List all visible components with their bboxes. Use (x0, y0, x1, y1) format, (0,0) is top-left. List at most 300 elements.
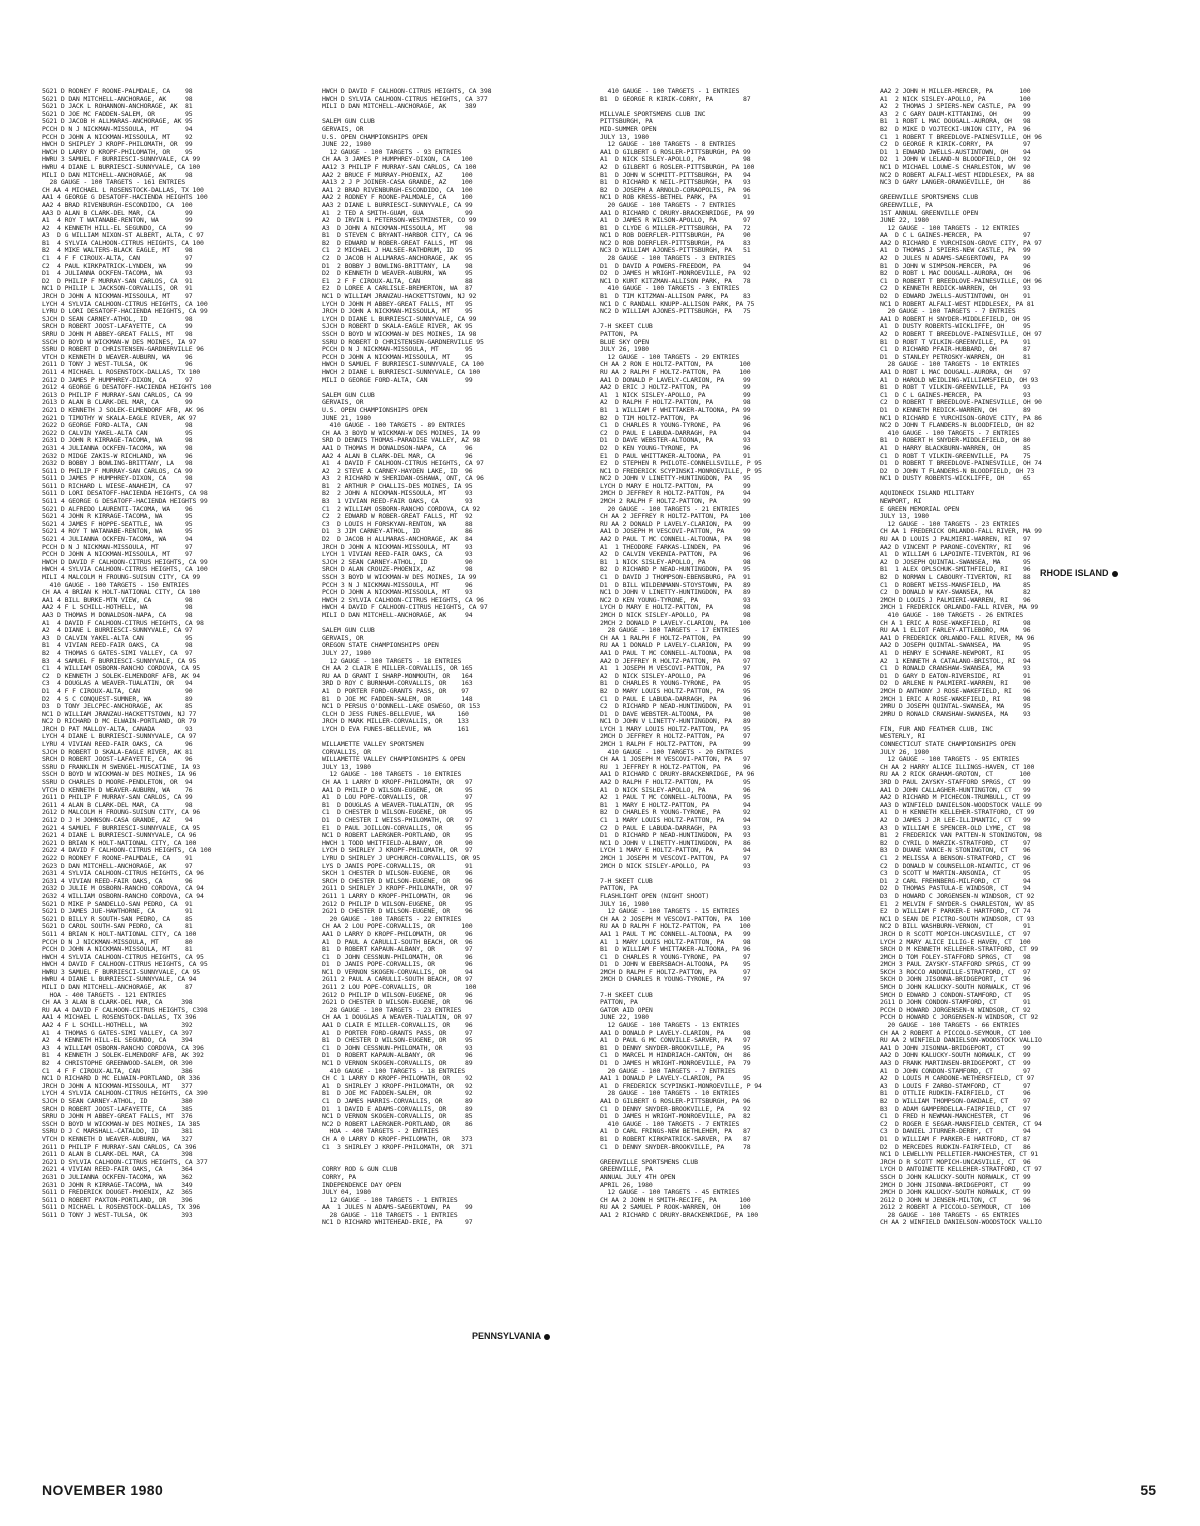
result-line: 2MCH D TOM FOLEY-STAFFORD SPRGS, CT 98 (880, 952, 1031, 961)
result-line: NC1 D JOHN V LINETTY-HUNTINGDON, PA 86 (600, 838, 751, 847)
result-line: 2MCH D JEFFREY R HOLTZ-PATTON, PA 97 (600, 732, 751, 741)
result-line: 2G11 2 PAUL A CARULLI-SOUTH BEACH, OR 97 (322, 975, 473, 984)
result-line: A3 D G WILLIAM NIXON-ST ALBERT, ALTA, C 97 (42, 231, 204, 240)
result-line: B1 D ROBERT KIRKPATRICK-SARVER, PA 87 (600, 1134, 751, 1143)
result-line: C1 D JAMES HARRIS-CORVALLIS, OR 89 (322, 1096, 473, 1105)
result-line: B1 D ROBERT KAPAUN-ALBANY, OR 97 (322, 945, 473, 954)
result-line: B1 4 KENNETH J SOLEK-ELMENDORF AFB, AK 392 (42, 1051, 204, 1060)
result-line: C3 D DANIEL JTURNER-DERBY, CT 94 (880, 1127, 1031, 1136)
result-line: B3 1 VIVIAN REED-FAIR OAKS, CA 93 (322, 497, 473, 506)
result-line: HWRU 3 SAMUEL F BURRIESCI-SUNNYVALE, CA 95 (42, 967, 201, 976)
result-line: B1 D DENNY SNYDER-BROOKVILLE, PA 95 (600, 1043, 751, 1052)
result-line: PCCH D N J NICKMAN-MISSOULA, MT 97 (42, 542, 193, 551)
result-line: D3 D HOWARD C JORGENSEN-N WINDSOR, CT 92 (880, 891, 1035, 900)
result-line: 12 GAUGE - 100 TARGETS - 15 ENTRIES (600, 907, 740, 916)
result-line: SRRU D JOHN M ABBEY-GREAT FALLS, MT 98 (42, 330, 193, 338)
result-line: C1 D CHARLES R YOUNG-TYRONE, PA 97 (600, 952, 751, 961)
result-line: B2 4 THOMAS G GATES-SIMI VALLEY, CA 97 (42, 648, 193, 657)
result-line: 2MCH D RALPH F HOLTZ-PATTON, PA 97 (600, 967, 751, 976)
result-line: B2 D ROBT L MAC DOUGALL-AURORA, OH 96 (880, 269, 1031, 278)
result-line: A2 D LOUIS M CARDONE-WETHERSFIELD, CT 97 (880, 1074, 1035, 1083)
result-line: 2MCH 1 ERIC A ROSE-WAKEFIELD, RI 98 (880, 694, 1031, 703)
result-line: 2G22 4 DAVID F CALHOON-CITRUS HEIGHTS, CA 100 (42, 846, 212, 855)
result-line: B1 D DOUGLAS A WEAVER-TUALATIN, OR 95 (322, 800, 473, 809)
result-line: CH A 0 LARRY D KROPF-PHILOMATH, OR 373 (322, 1134, 473, 1143)
result-line: HWCH 2 SYLVIA CALHOON-CITRUS HEIGHTS, CA 96 (322, 595, 484, 604)
result-line: LYCH D SHIRLEY J KROPF-PHILOMATH, OR 97 (322, 846, 473, 855)
result-line: HWCH 2 DIANE L BURRIESCI-SUNNYVALE, CA 100 (322, 367, 481, 376)
result-line: AA3 2 DIANE L BURRIESCI-SUNNYVALE, CA 99 (322, 200, 473, 209)
result-line: GREENVILLE, PA (880, 200, 933, 209)
result-line: AA1 D FREDERICK ORLANDO-FALL RIVER, MA 96 (880, 633, 1035, 642)
result-line: 2G23 D DAN MITCHELL-ANCHORAGE, AK 97 (42, 861, 193, 870)
result-line: A2 D JAMES J JR LEE-ILLIMANTIC, CT 99 (880, 816, 1031, 824)
result-line: A1 D LOU POPE-CORVALLIS, OR 97 (322, 793, 473, 802)
result-line: B1 4 VIVIAN REED-FAIR OAKS, CA 98 (42, 641, 193, 650)
result-line: D2 D ARLENE N PALMIERI-WARREN, RI 90 (880, 679, 1031, 688)
result-line: B3 4 SAMUEL F BURRIESCI-SUNNYVALE, CA 95 (42, 656, 197, 665)
result-line: SALEM GUN CLUB (322, 390, 375, 399)
result-line: RU 1 JEFFREY R HOLTZ-PATTON, PA 96 (600, 762, 751, 771)
result-line: AA2 D RICHARD E YURCHISON-GROVE CITY, PA 97 (880, 238, 1042, 247)
result-line: 410 GAUGE - 100 TARGETS - 26 ENTRIES (880, 610, 1024, 619)
result-line: PCCH D JOHN A NICKMAN-MISSOULA, MT 81 (42, 945, 193, 954)
result-line: NC2 D JOHN V LINETTY-HUNTINGDON, PA 95 (600, 474, 751, 483)
result-line: RU AA 2 WINFIELD DANIELSON-WOODSTOCK VALLIO (880, 1036, 1042, 1045)
result-line: AA1 D GILBERT G ROSLER-PITTSBURGH, PA 96 (600, 1096, 751, 1105)
result-line: A1 1 MARY LOUIS HOLTZ-PATTON, PA 98 (600, 937, 751, 946)
result-line: D1 4 F F CIROUX-ALTA, CAN 90 (42, 686, 193, 695)
result-line: AA1 D RICHARD C DRURY-BRACKENRIDGE, PA 96 (600, 770, 755, 779)
result-line: LYCH D JOHN M ABBEY-GREAT FALLS, MT 95 (322, 299, 473, 308)
result-line: MILI D DAN MITCHELL-ANCHORAGE, AK 94 (322, 610, 473, 619)
result-line: AA2 4 F L SCHILL-HOTHELL, WA 98 (42, 603, 193, 612)
result-line: 12 GAUGE - 100 TARGETS - 29 ENTRIES (600, 352, 740, 361)
result-line: JRCH D JOHN A NICKMAN-MISSOULA, MT 93 (322, 542, 473, 551)
result-line: 5G21 4 JAMES F HOPPE-SEATTLE, WA 95 (42, 519, 193, 528)
result-line: JULY 27, 1980 (322, 648, 371, 657)
result-line: SKCH 1 CHESTER D WILSON-EUGENE, OR 96 (322, 869, 473, 878)
result-line: U.S. OPEN CHAMPIONSHIPS OPEN (322, 132, 428, 141)
result-line: GERVAIS, OR (322, 398, 364, 407)
result-line: D1 1 DAVID E ADAMS-CORVALLIS, OR 89 (322, 1104, 473, 1113)
results-column-1 (42, 88, 298, 1219)
result-line: AA1 D PAUL T MC CONNELL-ALTOONA, PA 98 (600, 648, 751, 657)
result-line: 1ST ANNUAL GREENVILLE OPEN (880, 208, 978, 217)
result-line: B1 D ROBT T VILKIN-GREENVILLE, PA 93 (880, 383, 1031, 392)
result-line: 5G11 D JAMES P HUMPHREY-DIXON, CA 98 (42, 474, 193, 483)
result-line: 2MRU D RONALD CRANSHAW-SWANSEA, MA 93 (880, 709, 1031, 718)
result-line: AA3 D THOMAS M DONALDSON-NAPA, CA 98 (42, 610, 193, 619)
result-line: CH AA 1 RALPH F HOLTZ-PATTON, PA 99 (600, 633, 751, 642)
result-line: 5G11 D RICHARD L WIESE-ANAHEIM, CA 97 (42, 481, 193, 490)
result-line: B1 D JOE MC FADDEN-SALEM, OR 148 (322, 694, 473, 703)
result-line: 2G13 D PHILIP F MURRAY-SAN CARLOS, CA 99 (42, 390, 193, 399)
result-line: A2 D IRVIN L PETERSON-WESTMINSTER, CO 99 (322, 216, 477, 225)
result-line: AA1 1 DONALD P LAVELY-CLARION, PA 95 (600, 1074, 751, 1083)
result-line: A1 2 NICK SISLEY-APOLLO, PA 100 (880, 94, 1031, 103)
state-header-rhode-island: RHODE ISLAND (1040, 568, 1118, 578)
result-line: CH C 1 LARRY D KROPF-PHILOMATH, OR 92 (322, 1074, 473, 1083)
result-line: 2G13 D ALAN B CLARK-DEL MAR, CA 99 (42, 398, 193, 407)
result-line: NC1 D RICHARD WHITEHEAD-ERIE, PA 97 (322, 1218, 473, 1227)
result-line: CH AA 2 LOU POPE-CORVALLIS, OR 100 (322, 922, 473, 931)
result-line: C3 D SCOTT W MARTIN-ANSONIA, CT 95 (880, 869, 1031, 878)
results-column-4 (880, 88, 1142, 1227)
result-line: AA1 D ROBT L MAC DOUGALL-AURORA, OH 97 (880, 367, 1031, 376)
result-line: C1 2 WILLIAM OSBORN-RANCHO CORDOVA, CA 92 (322, 504, 481, 513)
result-line: 28 GAUGE - 100 TARGETS - 10 ENTRIES (600, 1089, 740, 1098)
result-line: D2 D MERCEDES RUDKIN-FAIRFIELD, CT 86 (880, 1142, 1031, 1151)
result-line: D2 1 JOHN W LELAND-N BLOODFIELD, OH 92 (880, 155, 1031, 164)
result-line: LYRU D SHIRLEY J UPCHURCH-CORVALLIS, OR 95 (322, 853, 481, 862)
result-line: 5G11 D PHILIP F MURRAY-SAN CARLOS, CA 99 (42, 466, 193, 475)
result-line: APRIL 26, 1980 (600, 1180, 653, 1189)
result-line: LYCH D MARY E HOLTZ-PATTON, PA 99 (600, 481, 751, 490)
result-line: SSRU D ROBERT D CHRISTENSEN-GARDNERVILLE 95 (322, 337, 484, 346)
result-line: B1 D CHESTER D WILSON-EUGENE, OR 95 (322, 1036, 473, 1045)
result-line: 5G11 4 GEORGE G DESATOFF-HACIENDA HEIGHTS 99 (42, 497, 208, 506)
result-line: 12 GAUGE - 100 TARGETS - 45 ENTRIES (600, 1188, 740, 1197)
result-line: JULY 26, 1980 (600, 345, 649, 354)
result-line: B3 D ADAM GAMPERDELLA-FAIRFIELD, CT 97 (880, 1104, 1031, 1113)
result-line: A2 4 KENNETH HILL-EL SEGUNDO, CA 394 (42, 1036, 193, 1045)
result-line: D2 D JAMES H WRIGHT-MONROEVILLE, PA 92 (600, 269, 751, 278)
result-line: SSRU D CHARLES D MOORE-PENDLETON, OR 94 (42, 778, 193, 787)
result-line: 2G12 D MALCOLM H FROUNG-SUISUN CITY, CA 96 (42, 808, 201, 817)
result-line: JUNE 22, 1980 (880, 216, 929, 225)
result-line: 5G11 4 BRIAN K HOLT-NATIONAL CITY, CA 100 (42, 929, 197, 938)
result-line: SJCH D SEAN CARNEY-ATHOL, ID 380 (42, 1096, 193, 1105)
result-line: INDEPENDENCE DAY OPEN (322, 1180, 402, 1189)
result-line: A2 4 DIANE L BURRIESCI-SUNNYVALE, CA 97 (42, 626, 193, 635)
result-line: 5G21 D JACOB H ALLMARAS-ANCHORAGE, AK 95 (42, 117, 193, 126)
result-line: B1 1 MARY E HOLTZ-PATTON, PA 94 (600, 800, 751, 809)
result-line: BLUE SKY OPEN (600, 337, 649, 346)
result-line: WILLAMETTE VALLEY SPORTSMEN (322, 740, 424, 749)
result-line: D1 D CHESTER I WEISS-PHILOMATH, OR 97 (322, 816, 473, 824)
result-line: C2 D ROGER E SEGAR-MANSFIELD CENTER, CT 94 (880, 1119, 1042, 1128)
result-line: GREENVILLE SPORTSMENS CLUB (880, 193, 978, 202)
result-line: 2G11 D TONY J WEST-TULSA, OK 96 (42, 360, 193, 369)
result-line: B1 4 SYLVIA CALHOON-CITRUS HEIGHTS, CA 100 (42, 238, 204, 247)
result-line: 2MCH D JOHN JISONNA-BRIDGEPORT, CT 99 (880, 1180, 1031, 1189)
result-line: 3RD D ROY C BURNHAM-CORVALLIS, OR 163 (322, 679, 473, 688)
result-line: E1 D PAUL JOILLON-CORVALLIS, OR 95 (322, 823, 473, 832)
result-line: 20 GAUGE - 100 TARGETS - 7 ENTRIES (600, 200, 736, 209)
result-line: B1 D CLYDE G MILLER-PITTSBURGH, PA 72 (600, 223, 751, 232)
result-line: AA1 D JOHN CALLAGHER-HUNTINGTON, CT 99 (880, 785, 1031, 794)
result-line: 2G31 D JOHN R KIRRAGE-TACOMA, WA 98 (42, 436, 193, 445)
result-line: NC2 D ROB DOERFLER-PITTSBURGH, PA 83 (600, 238, 751, 247)
result-line: LYCH D MARY E HOLTZ-PATTON, PA 98 (600, 603, 751, 612)
result-line: 5G21 D DAN MITCHELL-ANCHORAGE, AK 98 (42, 94, 193, 103)
result-line: C1 2 MICHAEL J HALSEE-RATHDRUM, ID 95 (322, 246, 473, 255)
result-line: C2 D ROBERT T BREEDLOVE-PAINESVILLE, OH 90 (880, 398, 1042, 407)
result-line: 2G32 D MIDGE ZAKIS-W RICHLAND, WA 96 (42, 451, 193, 460)
result-line: SSCH D JOHN KALUCKY-SOUTH NORWALK, CT 99 (880, 1172, 1031, 1181)
result-line: B1 D OTTLIE RUDKIN-FAIRFIELD, CT 96 (880, 1089, 1031, 1098)
result-line: NC2 D KEN YOUNG-TYRONE, PA 93 (600, 595, 751, 604)
result-line: B2 D NORMAN L CABOURY-TIVERTON, RI 88 (880, 573, 1031, 581)
result-line: CH AA 3 JAMES P HUMPHREY-DIXON, CA 100 (322, 155, 473, 164)
result-line: A1 4 THOMAS G GATES-SIMI VALLEY, CA 397 (42, 1028, 193, 1037)
result-line: 2G11 D ALAN B CLARK-DEL MAR, CA 398 (42, 1150, 193, 1159)
result-line: B1 D RICHARD K NEIL-PITTSBURGH, PA 93 (600, 178, 751, 187)
result-line: PCCH D HOWARD C JORGENSEN-N WINDSOR, CT 92 (880, 1013, 1039, 1022)
result-line: NC1 D FREDERICK SCYPINSKI-MONROEVILLE, P 95 (600, 466, 762, 475)
result-line: D2 D KENNETH D WEAVER-AUBURN, WA 95 (322, 269, 473, 278)
result-line: E2 D WILLIAM F PARKER-E HARTFORD, CT 74 (880, 907, 1031, 916)
result-line: RU AA 2 DONALD P LAVELY-CLARION, PA 99 (600, 519, 751, 528)
result-line: LYCH 4 SYLVIA CALHOON-CITRUS HEIGHTS, CA 100 (42, 299, 208, 308)
result-line: CH AA 2 ROBERT A PICCOLO-SEYMOUR, CT 100 (880, 1028, 1031, 1037)
bullet-icon (544, 1334, 550, 1340)
result-line: HOA - 400 TARGETS - 2 ENTRIES (322, 1127, 439, 1136)
result-line: 12 GAUGE - 100 TARGETS - 93 ENTRIES (322, 147, 462, 156)
result-line: SRRU D JOHN M ABBEY-GREAT FALLS, MT 376 (42, 1112, 193, 1121)
footer-page-number: 55 (1140, 1482, 1156, 1498)
result-line: AA1 4 GEORGE G DESATOFF-HACIENDA HEIGHTS 100 (42, 193, 208, 202)
result-line: AA1 D DONALD P LAVELY-CLARION, PA 99 (600, 375, 751, 384)
result-line: JUNE 22, 1980 (600, 1013, 649, 1022)
result-line: A1 D PAUL G MC CONVILLE-SARVER, PA 97 (600, 1036, 751, 1045)
result-line: MILI D GEORGE FORD-ALTA, CAN 99 (322, 375, 473, 384)
result-line: 410 GAUGE - 100 TARGETS - 7 ENTRIES (880, 428, 1020, 437)
result-line: JRCH D JOHN A NICKMAN-MISSOULA, MT 95 (322, 307, 473, 316)
result-line: RU AA D LOUIS J PALMIERI-WARREN, RI 97 (880, 535, 1031, 544)
result-line: B2 D WILLIAM THOMPSON-OAKDALE, CT 97 (880, 1096, 1031, 1105)
result-line: C1 4 F F CIROUX-ALTA, CAN 97 (42, 254, 193, 263)
result-line: B2 D CYRIL D MARZIK-STRATFORD, CT 97 (880, 838, 1031, 847)
result-line: ANNUAL JULY 4TH OPEN (600, 1172, 676, 1181)
result-line: AA2 D PAUL T MC CONNELL-ALTOONA, PA 98 (600, 535, 751, 544)
result-line: D1 3 JIM CARNEY-ATHOL, ID 86 (322, 527, 473, 536)
result-line: CH AA 3 BOYD W WICKMAN-W DES MOINES, IA 99 (322, 428, 481, 437)
result-line: A1 D CARL FRINGS-NEW BETHLEHEM, PA 87 (600, 1127, 751, 1136)
result-line: PCCH D N J NICKMAN-MISSOULA, MT 95 (322, 345, 473, 354)
result-line: NC1 D VERNON SKOGEN-CORVALLIS, OR 94 (322, 967, 473, 976)
result-line: JRCH D MARK MILLER-CORVALLIS, OR 133 (322, 717, 469, 726)
result-line: AA2 4 F L SCHILL-HOTHELL, WA 392 (42, 1021, 193, 1030)
result-line: CORRY, PA (322, 1172, 356, 1181)
result-line: SSCH 3 BOYD W WICKMAN-W DES MOINES, IA 99 (322, 573, 477, 581)
result-line: MID-SUMMER OPEN (600, 124, 657, 133)
result-line: A1 D HAROLD WEIDLING-WILLIAMSFIELD, OH 93 (880, 375, 1039, 384)
result-line: A1 D JAMES R WILSON-APOLLO, PA 97 (600, 216, 751, 225)
result-line: HWCH D SAMUEL F BURRIESCI-SUNNYVALE, CA 100 (322, 360, 484, 369)
result-line: HWCH D SHIPLEY J KROPF-PHILOMATH, OR 99 (42, 140, 193, 149)
result-line: HWCH D DAVID F CALHOON-CITRUS HEIGHTS, CA 99 (42, 557, 208, 566)
result-line: SSRU D FRANKLIN M SWENGEL-MUSCATINE, IA 93 (42, 762, 201, 771)
result-line: D1 D DAVE WEBSTER-ALTOONA, PA 90 (600, 709, 751, 718)
result-line: B2 D TIM HOLTZ-PATTON, PA 96 (600, 413, 751, 422)
result-line: NC2 D RICHARD D MC ELWAIN-PORTLAND, OR 79 (42, 717, 197, 726)
result-line: AA1 D LARRY D KROPF-PHILOMATH, OR 96 (322, 929, 473, 938)
result-line: 20 GAUGE - 100 TARGETS - 7 ENTRIES (880, 307, 1016, 316)
result-line: HWCH D SYLVIA CALHOON-CITRUS HEIGHTS, CA 377 (322, 94, 488, 103)
result-line: CH AA 2 RON E HOLTZ-PATTON, PA 100 (600, 360, 751, 369)
result-line: CH AA 2 JOSEPH M VESCOVI-PATTON, PA 100 (600, 914, 751, 923)
result-line: 2G21 4 VIVIAN REED-FAIR OAKS, CA 364 (42, 1165, 193, 1174)
result-line: 5G21 4 JULIANNA OCKFEN-TACOMA, WA 94 (42, 535, 193, 544)
result-line: MILLVALE SPORTSMENS CLUB INC (600, 109, 706, 118)
result-line: 2G12 D JOHN W JENSEN-MILTON, CT 96 (880, 1195, 1031, 1204)
result-line: NC1 D JOHN V LINETTY-HUNTINGDON, PA 89 (600, 588, 751, 597)
result-line: B1 D JOHN W SIMPSON-MERCER, PA 96 (880, 261, 1031, 270)
result-line: LYCH D ANTOINETTE KELLEHER-STRATFORD, CT 97 (880, 1165, 1042, 1174)
result-line: 2MCH D JOHN KALUCKY-SOUTH NORWALK, CT 99 (880, 1188, 1031, 1197)
result-line: 2G12 D J H JOHNSON-CASA GRANDE, AZ 94 (42, 816, 193, 824)
result-line: SJCH D ROBERT D SKALA-EAGLE RIVER, AK 95 (322, 322, 473, 331)
bullet-icon (1112, 571, 1118, 577)
result-line: U.S. OPEN CHAMPIONSHIPS OPEN (322, 405, 428, 414)
result-line: RU AA 2 SAMUEL P ROOK-WARREN, OH 100 (600, 1203, 751, 1212)
result-line: 12 GAUGE - 100 TARGETS - 13 ENTRIES (600, 1021, 740, 1030)
result-line: C2 D DONALD W KAY-SWANSEA, MA 82 (880, 588, 1031, 597)
result-line: AA1 D PHILIP D WILSON-EUGENE, OR 95 (322, 785, 473, 794)
result-line: RU AA 4 DAVID F CALHOON-CITRUS HEIGHTS, C398 (42, 1005, 208, 1014)
result-line: JULY 13, 1980 (880, 512, 929, 521)
result-line: D1 D WILLIAM F PARKER-E HARTFORD, CT 87 (880, 1134, 1031, 1143)
result-line: 2G31 4 JULIANNA OCKFEN-TACOMA, WA 98 (42, 443, 193, 452)
result-line: SRCH D M KENNETH KELLEHER-STRATFORD, CT 99 (880, 945, 1039, 954)
result-line: 2G22 D RODNEY F ROONE-PALMDALE, CA 91 (42, 853, 193, 862)
result-line: JRCH D JOHN A NICKMAN-MISSOULA, MT 97 (42, 292, 193, 301)
result-line: 12 GAUGE - 100 TARGETS - 12 ENTRIES (880, 223, 1020, 232)
result-line: NC1 D ROBERT LAERGNER-PORTLAND, OR 95 (322, 831, 473, 840)
result-line: NC1 D PHILIP L JACKSON-CORVALLIS, OR 91 (42, 284, 193, 293)
result-line: A3 D LOUIS F ZARBO-STAMFORD, CT 97 (880, 1081, 1031, 1090)
result-line: CH AA 2 JOHN H SMITH-RECIFE, PA 100 (600, 1195, 751, 1204)
result-line: D1 2 CARL FREHNBERG-MILFORD, CT 94 (880, 876, 1031, 885)
result-line: A1 D H KENNETH KELLEHER-STRATFORD, CT 99 (880, 808, 1035, 817)
result-line: 2G11 4 MICHAEL L ROSENSTOCK-DALLAS, TX 100 (42, 367, 201, 376)
result-line: D1 2 BOBBY J BOWLING-BRITTANY, LA 98 (322, 261, 473, 270)
result-line: A3 2 C GARY DAUM-KITTANING, OH 99 (880, 109, 1031, 118)
result-line: C3 4 DOUGLAS A WEAVER-TUALATIN, OR 94 (42, 679, 193, 688)
result-line: SRCH D CHESTER D WILSON-EUGENE, OR 96 (322, 876, 473, 885)
result-line: A1 1 THEODORE FARKAS-LINDEN, PA 96 (600, 542, 751, 551)
result-line: AQUIDNECK ISLAND MILITARY (880, 489, 975, 498)
result-line: 5G21 4 JOHN R KIRRAGE-TACOMA, WA 95 (42, 512, 193, 521)
result-line: JULY 26, 1980 (880, 747, 929, 756)
result-line: C2 D PAUL E LABUDA-DARRAGH, PA 93 (600, 823, 751, 832)
result-line: 2G12 D PHILIP D WILSON-EUGENE, OR 95 (322, 899, 473, 908)
result-line: MILI 4 MALCOLM H FROUNG-SUISUN CITY, CA 99 (42, 573, 201, 581)
result-line: AA1 1 PAUL T MC CONNELL-ALTOONA, PA 99 (600, 929, 751, 938)
result-line: RU AA 2 RALPH F HOLTZ-PATTON, PA 100 (600, 367, 751, 376)
result-line: 5G11 D MICHAEL L ROSENSTOCK-DALLAS, TX 396 (42, 1203, 201, 1212)
result-line: B1 D STEVEN C BRYANT-HARBOR CITY, CA 96 (322, 231, 473, 240)
result-line: PCCH D HOWARD JORGENSEN-N WINDSOR, CT 92 (880, 1005, 1031, 1014)
result-line: A1 D PORTER FORD-GRANTS PASS, OR 97 (322, 686, 469, 695)
result-line: 2G31 4 SYLVIA CALHOON-CITRUS HEIGHTS, CA 96 (42, 869, 204, 878)
result-line: SRCH D ROBERT JOOST-LAFAYETTE, CA 385 (42, 1104, 193, 1113)
result-line: D1 D JAMES H WRIGHT-MONROEVILLE, PA 79 (600, 1059, 751, 1067)
result-line: C1 D DENNY SNYDER-BROOKVILLE, PA 78 (600, 1142, 751, 1151)
result-line: 2MCH 2 DONALD P LAVELY-CLARION, PA 100 (600, 618, 751, 627)
result-line: 2G11 D PHILIP F MURRAY-SAN CARLOS, CA 396 (42, 1142, 197, 1151)
result-line: NC1 D WILLIAM JRANZAU-HACKETTSTOWN, NJ 77 (42, 709, 197, 718)
result-line: C1 D CHESTER D WILSON-EUGENE, OR 95 (322, 808, 473, 817)
result-line: 5G21 D MIKE P SANDELLO-SAN PEDRO, CA 91 (42, 899, 193, 908)
result-line: A2 4 KENNETH HILL-EL SEGUNDO, CA 99 (42, 223, 193, 232)
result-line: 2G11 4 ALAN B CLARK-DEL MAR, CA 98 (42, 800, 193, 809)
result-line: C1 D CHARLES R YOUNG-TYRONE, PA 96 (600, 421, 751, 430)
result-line: 12 GAUGE - 100 TARGETS - 10 ENTRIES (322, 770, 462, 779)
result-line: 5G11 D LORI DESATOFF-HACIENDA HEIGHTS, CA 98 (42, 489, 208, 498)
result-line: HWRU 4 DIANE L BURRIESCI-SUNNYVALE, CA 94 (42, 975, 197, 984)
result-line: C1 D FRED H NEWMAN-MANCHESTER, CT 96 (880, 1112, 1031, 1121)
result-line: C2 D KENNETH REDICK-WARREN, OH 93 (880, 284, 1031, 293)
result-line: 5G21 D JOE MC FADDEN-SALEM, OR 95 (42, 109, 193, 118)
result-line: CONNECTICUT STATE CHAMPIONSHIPS OPEN (880, 740, 1016, 749)
result-line: A2 D JOSEPH QUINTAL-SWANSEA, MA 95 (880, 557, 1031, 566)
result-line: 2MCH 1 RALPH F HOLTZ-PATTON, PA 99 (600, 740, 751, 749)
result-line: 2G11 2 LOU POPE-CORVALLIS, OR 100 (322, 983, 477, 992)
result-line: A1 D THOMAS J SPIERS-NEW CASTLE, PA 99 (880, 246, 1031, 255)
result-line: AA3 D WINFIELD DANIELSON-WOODSTOCK VALLE 99 (880, 800, 1042, 809)
result-line: D2 D THOMAS PASTULA-E WINDSOR, CT 94 (880, 884, 1031, 893)
results-column-2 (322, 88, 582, 1227)
result-line: C1 4 WILLIAM OSBORN-RANCHO CORDOVA, CA 95 (42, 664, 201, 673)
result-line: AA2 D RICHARD M PICHECON-TRUMBULL, CT 99 (880, 793, 1031, 802)
result-line: 2G21 D KENNETH J SOLEK-ELMENDORF AFB, AK 96 (42, 405, 204, 414)
result-line: 2G12 D JAMES P HUMPHREY-DIXON, CA 97 (42, 375, 193, 384)
result-line: D2 D JOHN T FLANDERS-N BLOODFIELD, OH 73 (880, 466, 1035, 475)
result-line: 2G22 D GEORGE FORD-ALTA, CAN 98 (42, 421, 193, 430)
result-line: 7-H SKEET CLUB (600, 876, 653, 885)
result-line: AA1 2 RICHARD C DRURY-BRACKENRIDGE, PA 100 (600, 1210, 759, 1219)
result-line: D1 D DAVID A POWERS-FREEDOM, PA 94 (600, 261, 751, 270)
result-line: HWCH 4 SYLVIA CALHOON-CITRUS HEIGHTS, CA 95 (42, 952, 204, 961)
result-line: B2 D MARY LOUIS HOLTZ-PATTON, PA 95 (600, 686, 751, 695)
result-line: B2 4 MIKE WALTERS-BLACK EAGLE, MT 98 (42, 246, 193, 255)
result-line: A2 D RALPH F HOLTZ-PATTON, PA 98 (600, 398, 751, 407)
results-column-3 (600, 88, 862, 1219)
result-line: VTCH D KENNETH D WEAVER-AUBURN, WA 327 (42, 1134, 193, 1143)
result-line: 410 GAUGE - 100 TARGETS - 18 ENTRIES (322, 1066, 466, 1075)
result-line: 2G12 4 GEORGE G DESATOFF-HACIENDA HEIGHTS 100 (42, 383, 212, 392)
result-line: 5G21 D BILLY R SOUTH-SAN PEDRO, CA 85 (42, 914, 193, 923)
result-line: A1 D NICK SISLEY-APOLLO, PA 96 (600, 785, 751, 794)
result-line: JUNE 22, 1980 (322, 140, 371, 149)
result-line: 2G22 D CALVIN YAKEL-ALTA CAN 95 (42, 428, 193, 437)
result-line: 2MCH D ANTHONY J ROSE-WAKEFIELD, RI 96 (880, 686, 1031, 695)
footer-issue-date: NOVEMBER 1980 (42, 1482, 164, 1498)
result-line: A3 4 WILLIAM OSBORN-RANCHO CORDOVA, CA 396 (42, 1043, 204, 1052)
result-line: A1 4 DAVID F CALHOON-CITRUS HEIGHTS, CA 98 (42, 618, 204, 627)
result-line: A1 D PAUL A CARULLI-SOUTH BEACH, OR 96 (322, 937, 473, 946)
result-line: 5MCH D JOHN KALUCKY-SOUTH NORWALK, CT 96 (880, 983, 1031, 992)
result-line: B1 2 FREDERICK VAN PATTEN-N STONINGTON, 98 (880, 831, 1042, 840)
result-line: A3 2 RICHARD W SHERIDAN-OSHAWA, ONT, CA 96 (322, 474, 484, 483)
result-line: C1 D RONALD CRANSHAW-SWANSEA, MA 93 (880, 664, 1031, 673)
result-line: SALEM GUN CLUB (322, 626, 375, 635)
result-line: LYRU 4 VIVIAN REED-FAIR OAKS, CA 96 (42, 740, 193, 749)
result-line: HWCH 4 SYLVIA CALHOON-CITRUS HEIGHTS, CA 100 (42, 565, 208, 574)
result-line: AA2 D ERIC J HOLTZ-PATTON, PA 99 (600, 383, 751, 392)
result-line: SJCH D SEAN CARNEY-ATHOL, ID 98 (42, 314, 193, 323)
result-line: LYRU D LORI DESATOFF-HACIENDA HEIGHTS, CA 99 (42, 307, 208, 316)
result-line: A1 D NICK SISLEY-APOLLO, PA 98 (600, 155, 751, 164)
result-line: CH AA 4 BRIAN K HOLT-NATIONAL CITY, CA 100 (42, 588, 201, 597)
result-line: D2 D EDWARD JWELLS-AUSTINTOWN, OH 91 (880, 292, 1031, 301)
result-line: LYCH 4 SYLVIA CALHOON-CITRUS HEIGHTS, CA 390 (42, 1089, 208, 1098)
result-line: D1 D STANLEY PETROSKY-WARREN, OH 81 (880, 352, 1031, 361)
result-line: AA3 D ALAN B CLARK-DEL MAR, CA 99 (42, 208, 193, 217)
